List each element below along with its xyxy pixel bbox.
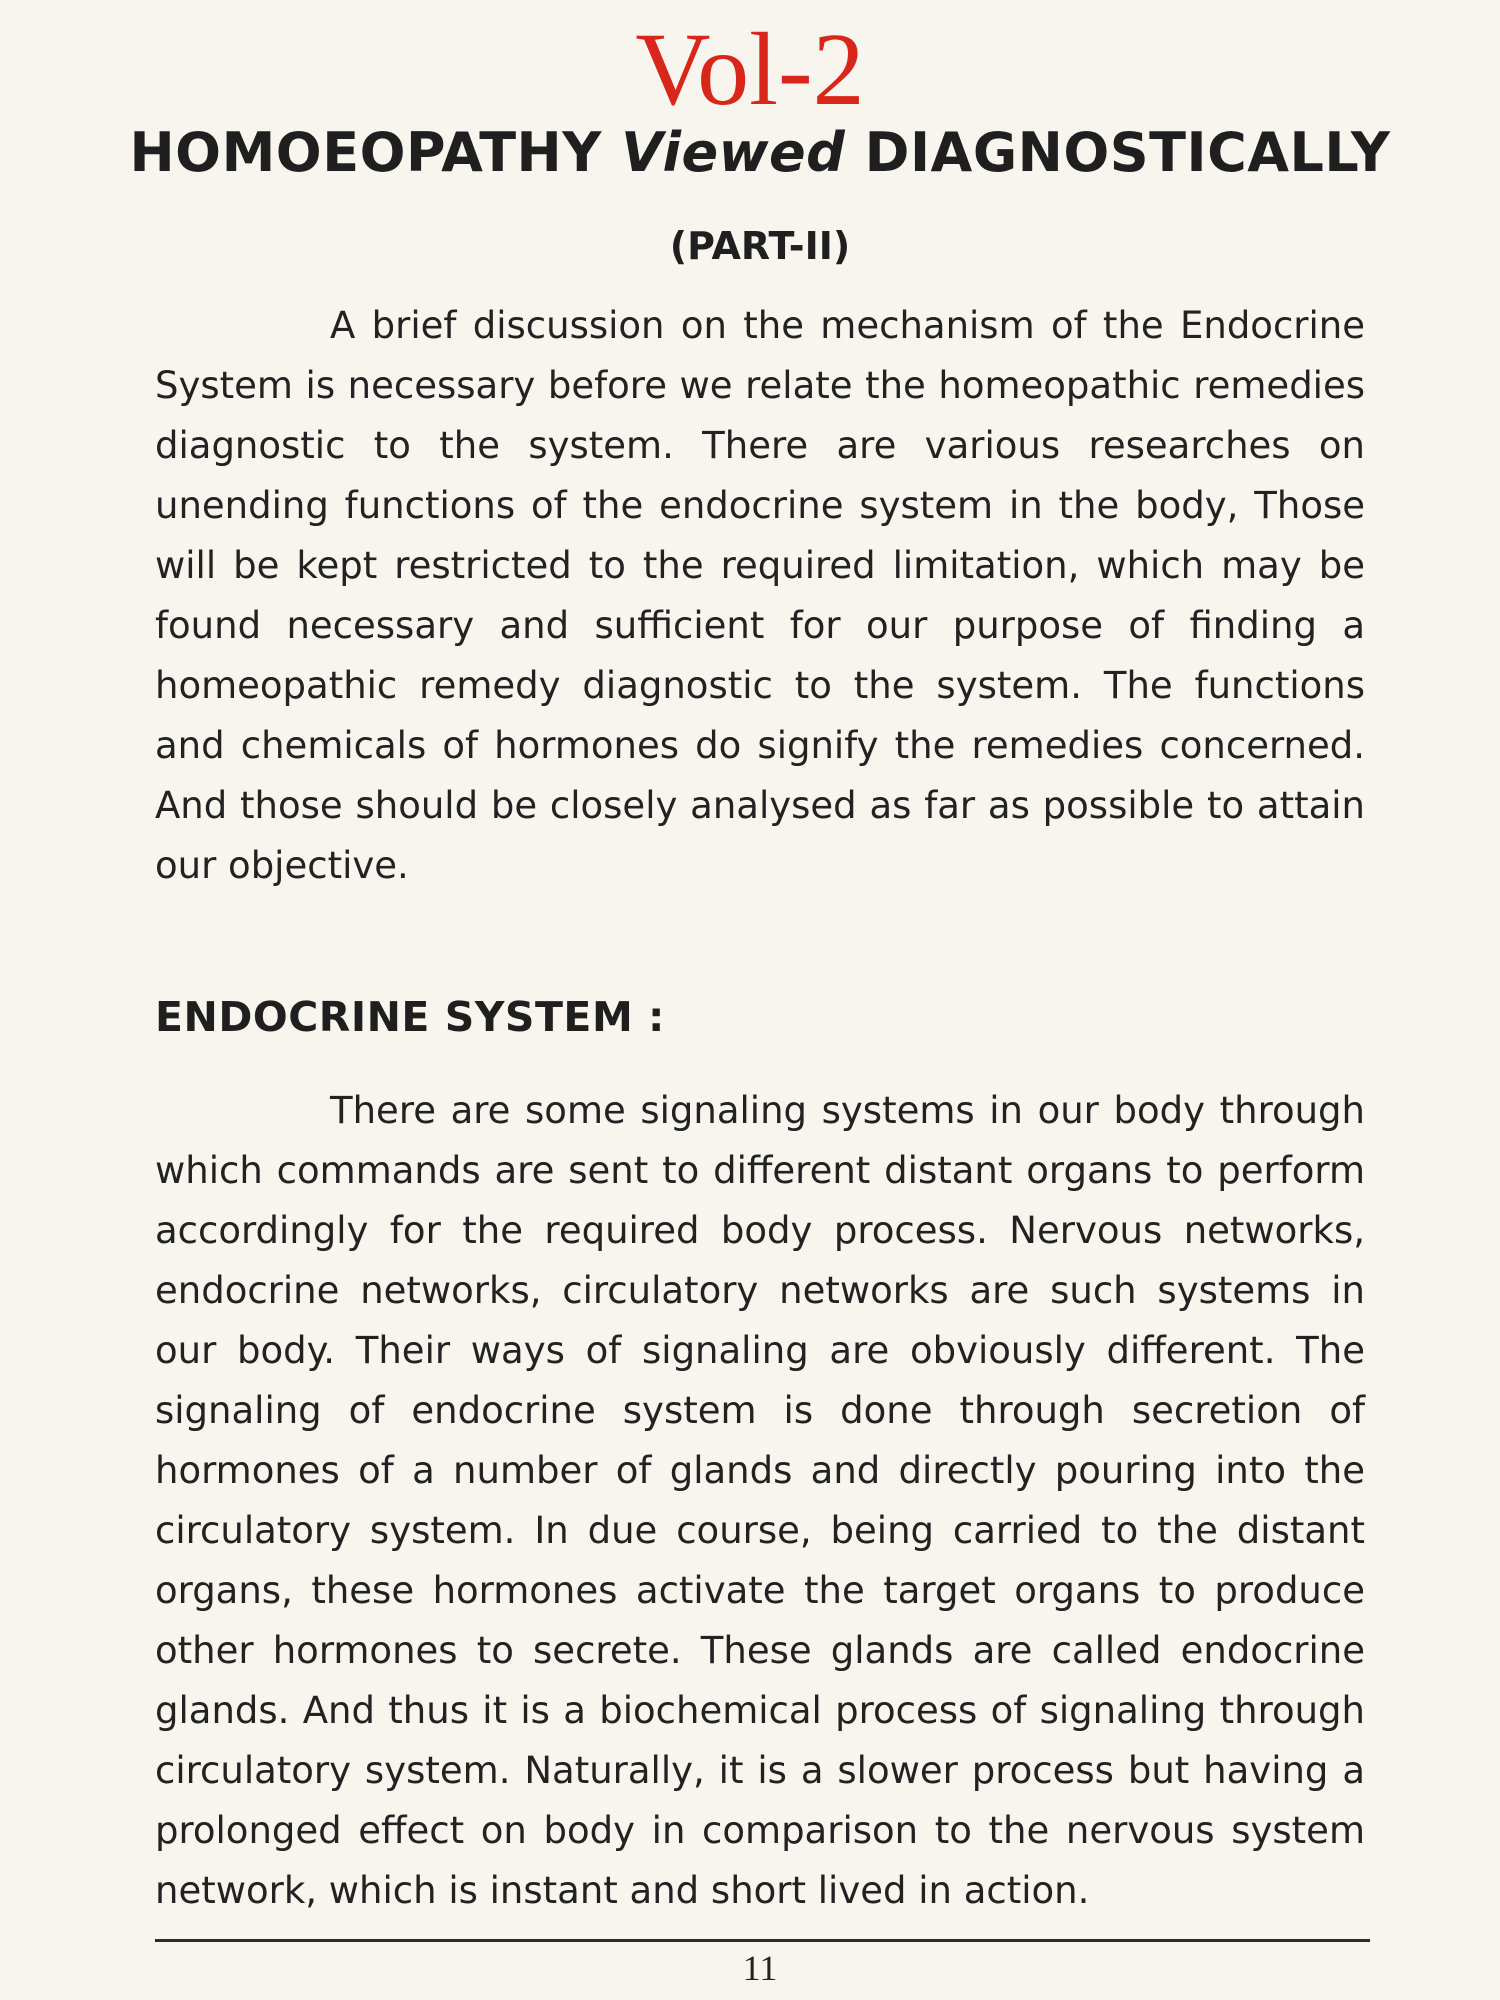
page-number: 11 xyxy=(742,1948,778,1988)
volume-label: Vol-2 xyxy=(635,12,865,127)
intro-paragraph xyxy=(155,296,1365,896)
title-italic-word: Viewed xyxy=(621,121,846,184)
title-part-1: HOMOEOPATHY xyxy=(129,121,602,184)
intro-paragraph-text: A brief discussion on the mechanism of the Endocrine System is necessary before we relate the homeopathic remedies diagnostic to the system. There are various researches on unending functions of the endocrine system in the body, Those will be kept restricted to the required limitation, which may be found necessary and sufficient for our purpose of finding a homeopathic remedy diagnostic to the system. The functions and chemicals of hormones do signify the remedies concerned. And those should be closely analysed as far as possible to attain our objective. xyxy=(155,304,1365,887)
section-paragraph xyxy=(155,1081,1365,1921)
title-part-2: DIAGNOSTICALLY xyxy=(864,121,1391,184)
footer-divider xyxy=(155,1939,1370,1942)
page-title xyxy=(0,121,1500,184)
section-paragraph-text: There are some signaling systems in our body through which commands are sent to different distant organs to perform accordingly for the required body process. Nervous networks, endocrine networks, circulatory networks are such systems in our body. Their ways of signaling are obviously different. The signaling of endocrine system is done through secretion of hormones of a number of glands and directly pouring into the circulatory system. In due course, being carried to the distant organs, these hormones activate the target organs to produce other hormones to secrete. These glands are called endocrine glands. And thus it is a biochemical process of signaling through circulatory system. Naturally, it is a slower process but having a prolonged effect on body in comparison to the nervous system network, which is instant and short lived in action. xyxy=(155,1089,1365,1912)
part-subtitle: (PART-II) xyxy=(669,224,851,268)
section-heading: ENDOCRINE SYSTEM : xyxy=(155,993,665,1041)
